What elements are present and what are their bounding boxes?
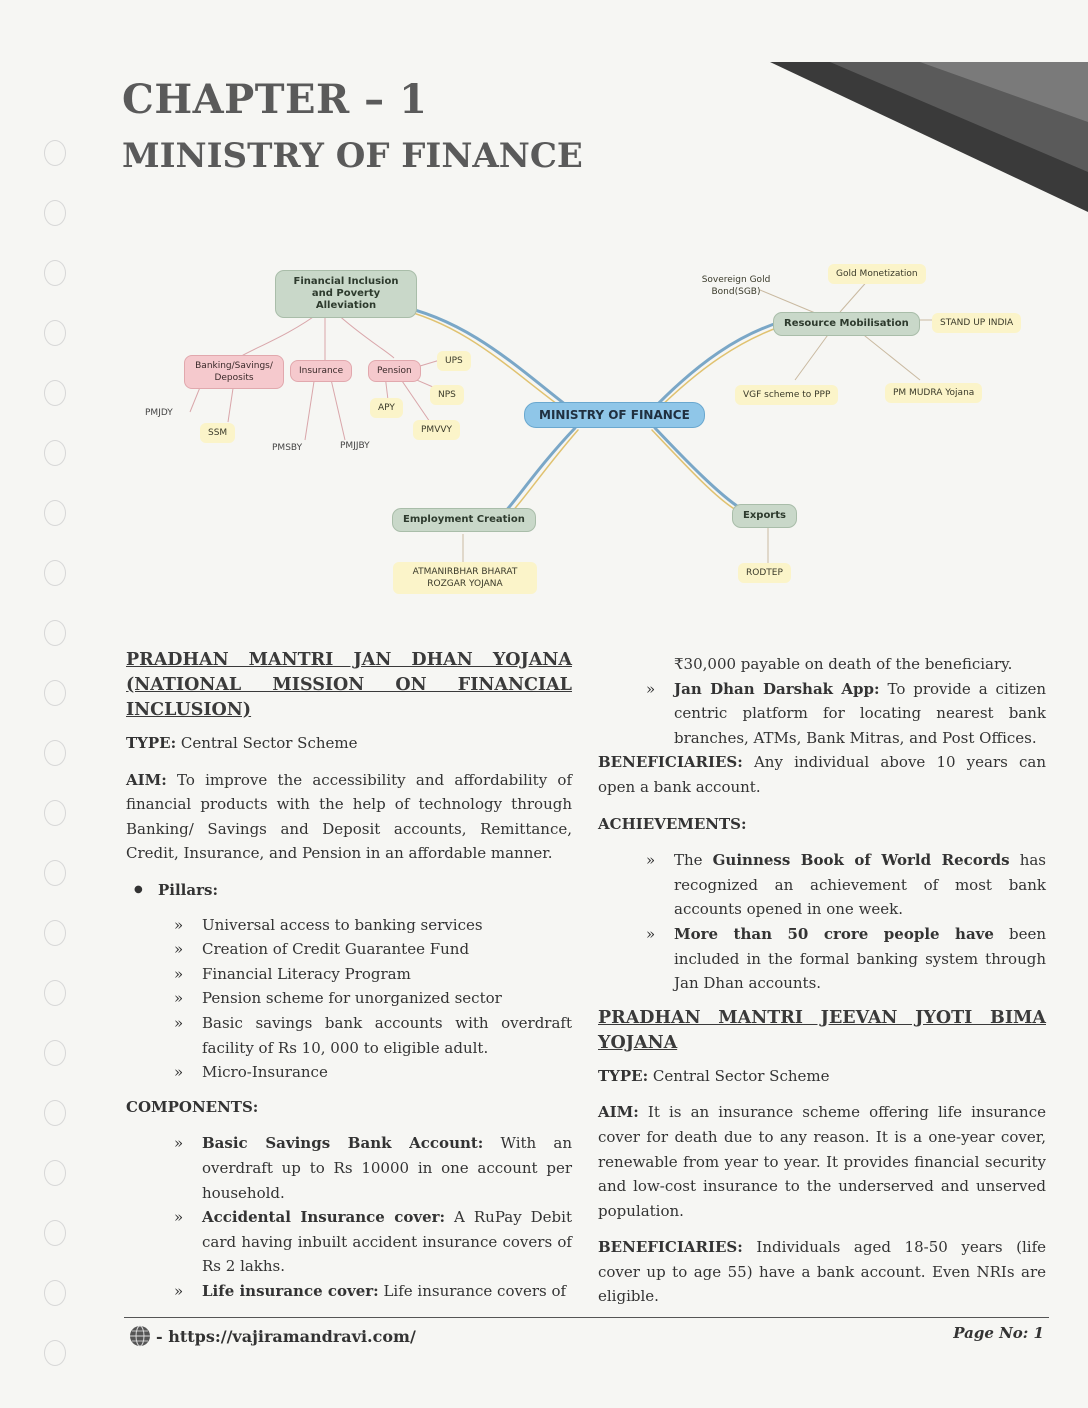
mm-rodtep-label: RODTEP [738,563,791,583]
mm-pmsby-label: PMSBY [272,443,303,453]
component-label: Accidental Insurance cover: [202,1208,446,1227]
pillar-item: » Basic savings bank accounts with overdraft facility of Rs 10, 000 to eligible adult. [202,1011,572,1060]
component-text: A RuPay Debit card having inbuilt accident insurance covers of Rs 2 lakhs. [202,1208,572,1276]
chapter-title: CHAPTER – 1 [122,76,428,123]
pmjdy-type [126,731,572,756]
pillar-item: » Financial Literacy Program [202,962,572,987]
type-value: Central Sector Scheme [648,1066,830,1085]
mind-map [0,250,1088,600]
mm-financial-inclusion-node: Financial Inclusion and Poverty Alleviation [275,270,417,318]
components-heading: COMPONENTS: [126,1097,259,1116]
beneficiaries-text: Any individual above 10 years can open a bank account. [598,753,1046,796]
pmjdy-title: PRADHAN MANTRI JAN DHAN YOJANA (NATIONAL MISSION ON FINANCIAL INCLUSION) [126,650,572,720]
mm-sgb-label: Sovereign Gold Bond(SGB) [701,275,771,297]
footer-website[interactable] [128,1324,416,1348]
type-value: Central Sector Scheme [176,734,358,752]
left-column [126,648,572,1313]
achievement-item [674,922,1046,996]
aim-label: AIM: [126,770,167,789]
app-label: Jan Dhan Darshak App: [674,679,880,698]
type-label: TYPE: [126,734,177,752]
aim-text: To improve the accessibility and affordability of financial products with the help of technology through Banking/ Savings and Deposit accounts, Remittance, Credit, Insurance, and Pension in an affordable manner. [126,770,572,863]
mm-center-node: MINISTRY OF FINANCE [524,402,705,428]
corner-decoration [770,62,1088,212]
mm-vgf-label: VGF scheme to PPP [735,385,838,405]
component-text: With an overdraft up to Rs 10000 in one account per household. [202,1134,572,1202]
pmjdy-beneficiaries [598,750,1046,799]
component-label: Life insurance cover: [202,1281,379,1300]
mm-nps-label: NPS [430,385,464,405]
mm-resource-mobilisation-node: Resource Mobilisation [773,312,920,336]
chapter-subtitle: MINISTRY OF FINANCE [122,136,583,176]
ach2-bold: More than 50 crore people have [674,924,994,943]
mm-ssm-label: SSM [200,423,235,443]
mm-ups-label: UPS [437,351,471,371]
footer-divider [124,1317,1049,1318]
app-text: To provide a citizen centric platform for locating nearest bank branches, ATMs, Bank Mitras, and Post Offices. [674,679,1047,747]
mm-banking-node: Banking/Savings/ Deposits [184,355,284,389]
aim-label: AIM: [598,1103,639,1122]
components-list [126,1131,572,1303]
aim-text: It is an insurance scheme offering life insurance cover for death due to any reason. It is a one-year cover, renewable from year to year. It provides financial security and low-cost insurance to the underserved and unserved population. [598,1103,1046,1220]
mm-insurance-node: Insurance [290,360,352,382]
mm-apy-label: APY [370,398,403,418]
right-column [598,652,1046,1321]
pmjjby-aim [598,1100,1046,1223]
beneficiaries-label: BENEFICIARIES: [598,1238,743,1257]
page-number: Page No: 1 [953,1324,1044,1342]
beneficiaries-text: Individuals aged 18-50 years (life cover up to age 55) have a bank account. Even NRIs are eligible. [598,1238,1046,1306]
pillars-heading: ● Pillars: [158,878,572,903]
ach2-post: been included in the formal banking system through Jan Dhan accounts. [674,924,1046,993]
mm-exports-node: Exports [732,504,797,528]
mm-gold-monetization-label: Gold Monetization [828,264,926,284]
pmjjby-title: PRADHAN MANTRI JEEVAN JYOTI BIMA YOJANA [598,1007,1046,1053]
component-item [202,1205,572,1279]
app-item [674,677,1046,751]
pillars-list [126,913,572,1085]
achievements-heading: ACHIEVEMENTS: [598,814,747,833]
component-item [202,1279,572,1304]
mm-pmjdy-label: PMJDY [145,408,173,418]
component-label: Basic Savings Bank Account: [202,1134,484,1153]
pillar-item: » Pension scheme for unorganized sector [202,986,572,1011]
mm-mudra-label: PM MUDRA Yojana [885,383,982,403]
globe-icon [128,1324,152,1348]
pillars-heading-list [126,878,572,903]
pmjjby-beneficiaries [598,1235,1046,1309]
component-item [202,1131,572,1205]
achievement-item [674,848,1046,922]
component-text: Life insurance covers of [378,1281,567,1300]
ach1-pre: The [674,851,713,870]
pillar-item: » Micro-Insurance [202,1060,572,1085]
pillar-item: » Creation of Credit Guarantee Fund [202,937,572,962]
pillar-item: » Universal access to banking services [202,913,572,938]
ach1-bold: Guinness Book of World Records [712,851,1010,870]
mm-pmjjby-label: PMJJBY [340,441,370,451]
footer-link-text[interactable]: - https://vajiramandravi.com/ [156,1326,416,1346]
type-label: TYPE: [598,1066,649,1085]
ach1-post: has recognized an achievement of most bank accounts opened in one week. [674,851,1046,919]
pmjjby-type [598,1064,1046,1089]
mm-pension-node: Pension [368,360,421,382]
achievements-list [598,848,1046,996]
pmjdy-aim [126,768,572,866]
mm-pmvvy-label: PMVVY [413,420,460,440]
mm-employment-creation-node: Employment Creation [392,508,536,532]
beneficiaries-label: BENEFICIARIES: [598,753,743,772]
life-cover-continued: ₹30,000 payable on death of the beneficiary. [674,655,1013,673]
app-list [598,677,1046,751]
mm-abry-label: ATMANIRBHAR BHARAT ROZGAR YOJANA [393,562,537,594]
mm-stand-up-india-label: STAND UP INDIA [932,313,1021,333]
